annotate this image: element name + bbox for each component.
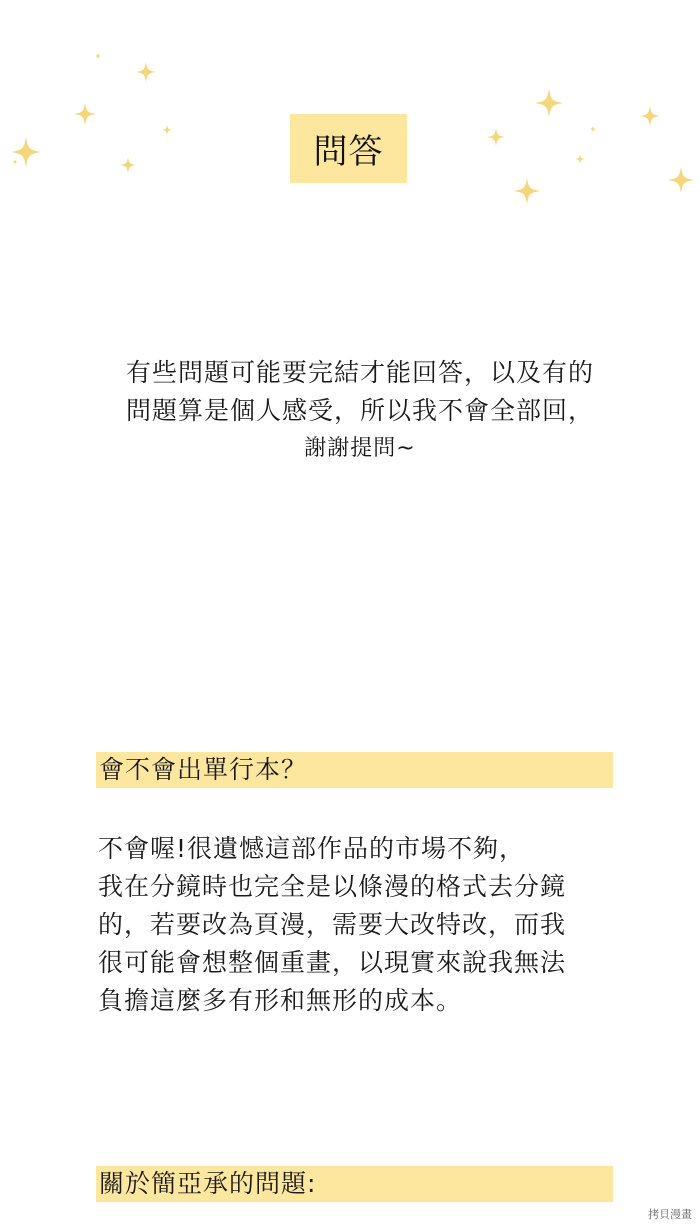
intro-line: 問題算是個人感受，所以我不會全部回，	[125, 396, 594, 425]
answer-line: 我在分鏡時也完全是以條漫的格式去分鏡	[98, 872, 567, 901]
sparkle-icon	[74, 103, 96, 125]
question-heading: 會不會出單行本？	[96, 752, 613, 788]
sparkle-icon	[668, 167, 694, 193]
sparkle-icon	[640, 106, 660, 126]
answer-line: 的，若要改為頁漫，需要大改特改，而我	[98, 910, 567, 939]
sparkle-icon	[12, 159, 18, 165]
answer-line: 不會喔!很遺憾這部作品的市場不夠，	[98, 834, 526, 863]
sparkle-icon	[162, 125, 172, 135]
page-title: 問答	[290, 114, 407, 183]
intro-line: 有些問題可能要完結才能回答，以及有的	[125, 358, 594, 387]
answer-text	[98, 830, 638, 1020]
sparkle-icon	[120, 157, 136, 173]
intro-line: 謝謝提問~	[304, 436, 416, 461]
sparkle-icon	[95, 53, 102, 60]
watermark: 拷貝漫畫	[648, 1208, 692, 1221]
sparkle-icon	[590, 126, 597, 133]
sparkle-icon	[514, 178, 540, 204]
question-heading: 關於簡亞承的問題:	[96, 1166, 613, 1202]
sparkle-icon	[487, 128, 505, 146]
answer-line: 很可能會想整個重畫，以現實來說我無法	[98, 948, 567, 977]
intro-text	[80, 354, 640, 468]
sparkle-icon	[535, 89, 563, 117]
sparkle-icon	[136, 62, 156, 82]
sparkle-icon	[575, 154, 585, 164]
answer-line: 負擔這麼多有形和無形的成本。	[98, 986, 463, 1015]
